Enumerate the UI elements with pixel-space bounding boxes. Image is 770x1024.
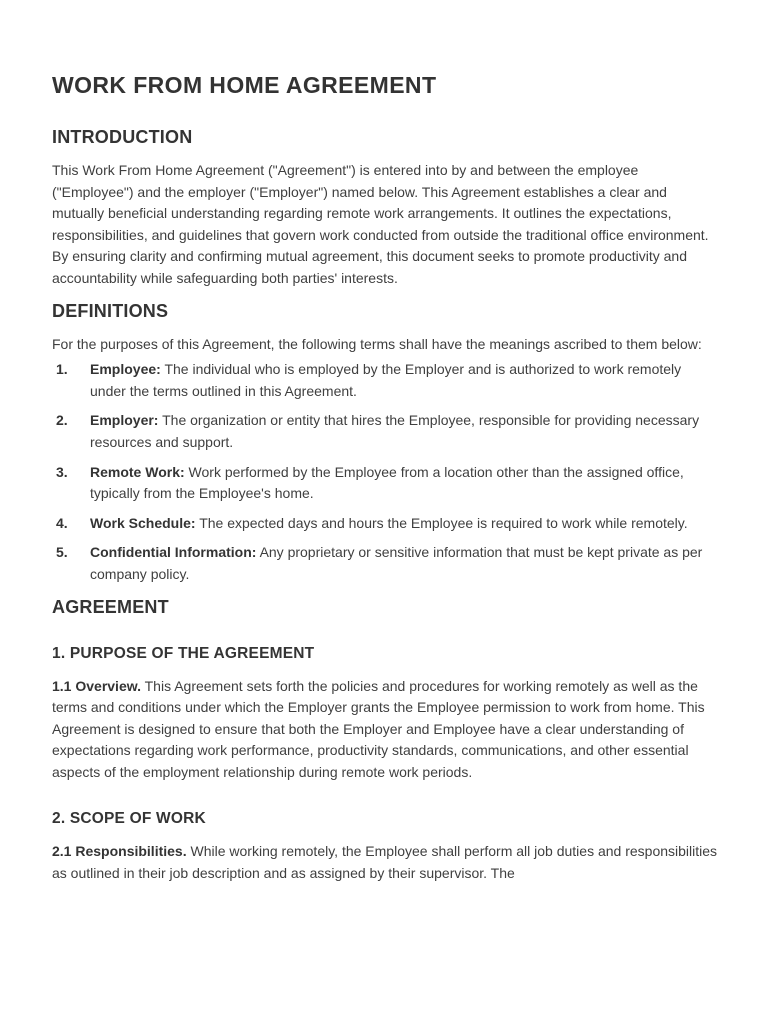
definition-term: Employee: xyxy=(90,361,161,378)
definition-number: 4. xyxy=(56,514,68,531)
definition-number: 2. xyxy=(56,412,68,429)
clause-purpose-lead: 1.1 Overview. xyxy=(52,677,141,694)
definition-description: The expected days and hours the Employee is required to work while remotely. xyxy=(199,514,688,531)
introduction-heading: INTRODUCTION xyxy=(52,127,193,147)
definition-text xyxy=(90,542,718,585)
section-definitions xyxy=(52,300,718,586)
document-title: WORK FROM HOME AGREEMENT xyxy=(52,72,437,98)
definition-description: Any proprietary or sensitive information that must be kept private as per company policy. xyxy=(90,544,703,582)
definitions-heading: DEFINITIONS xyxy=(52,300,169,321)
clause-scope-body: While working remotely, the Employee shall perform all job duties and responsibilities as outlined in their job description and as assigned by their supervisor. The xyxy=(52,843,718,882)
definition-text xyxy=(90,462,718,505)
clause-purpose xyxy=(52,644,718,784)
clause-scope-paragraph xyxy=(52,841,718,884)
definitions-list xyxy=(52,359,718,585)
definition-description: The individual who is employed by the Employer and is authorized to work remotely under the terms outlined in this Agreement. xyxy=(90,361,682,399)
clause-scope-heading: 2. SCOPE OF WORK xyxy=(52,810,206,828)
clause-scope xyxy=(52,809,718,884)
definition-text xyxy=(90,359,718,402)
definition-term: Remote Work: xyxy=(90,463,185,480)
clause-purpose-heading: 1. PURPOSE OF THE AGREEMENT xyxy=(52,644,315,662)
definitions-intro: For the purposes of this Agreement, the following terms shall have the meanings ascribed to them below: xyxy=(52,335,702,352)
definition-term: Work Schedule: xyxy=(90,514,196,531)
definition-text xyxy=(90,410,718,453)
definition-item-employer xyxy=(52,410,718,453)
definition-item-remote-work xyxy=(52,462,718,505)
definition-item-confidential-information xyxy=(52,542,718,585)
section-introduction xyxy=(52,126,718,290)
definition-number: 1. xyxy=(56,361,68,378)
definition-description: Work performed by the Employee from a location other than the assigned office, typically from the Employee's home. xyxy=(90,463,684,502)
clause-purpose-body: This Agreement sets forth the policies and procedures for working remotely as well as the terms and conditions under which the Employer grants the Employee permission to work from home. This Agreement is designed to ensure that both the Employer and Employee have a clear understanding of expectations regarding work performance, productivity standards, communications, and other essential aspects of the employment relationship during remote work periods. xyxy=(52,677,705,780)
clause-purpose-paragraph xyxy=(52,676,718,784)
agreement-heading: AGREEMENT xyxy=(52,596,169,617)
clause-scope-lead: 2.1 Responsibilities. xyxy=(52,843,187,860)
introduction-paragraph: This Work From Home Agreement ("Agreement") is entered into by and between the employee ("Employee") and the employer ("Employer") named below. This Agreement establishes a clear and mutually beneficial understanding regarding remote work arrangements. It outlines the expectations, responsibilities, and guidelines that govern work conducted from outside the traditional office environment. By ensuring clarity and confirming mutual agreement, this document seeks to promote productivity and accountability while safeguarding both parties' interests. xyxy=(52,162,709,286)
definition-item-work-schedule xyxy=(52,513,718,535)
definition-number: 3. xyxy=(56,463,68,480)
section-agreement xyxy=(52,596,718,885)
definition-text xyxy=(90,513,718,535)
definition-term: Employer: xyxy=(90,412,159,429)
definition-term: Confidential Information: xyxy=(90,544,257,561)
definition-number: 5. xyxy=(56,544,68,561)
definition-item-employee xyxy=(52,359,718,402)
definition-description: The organization or entity that hires the Employee, responsible for providing necessary resources and support. xyxy=(90,412,700,450)
